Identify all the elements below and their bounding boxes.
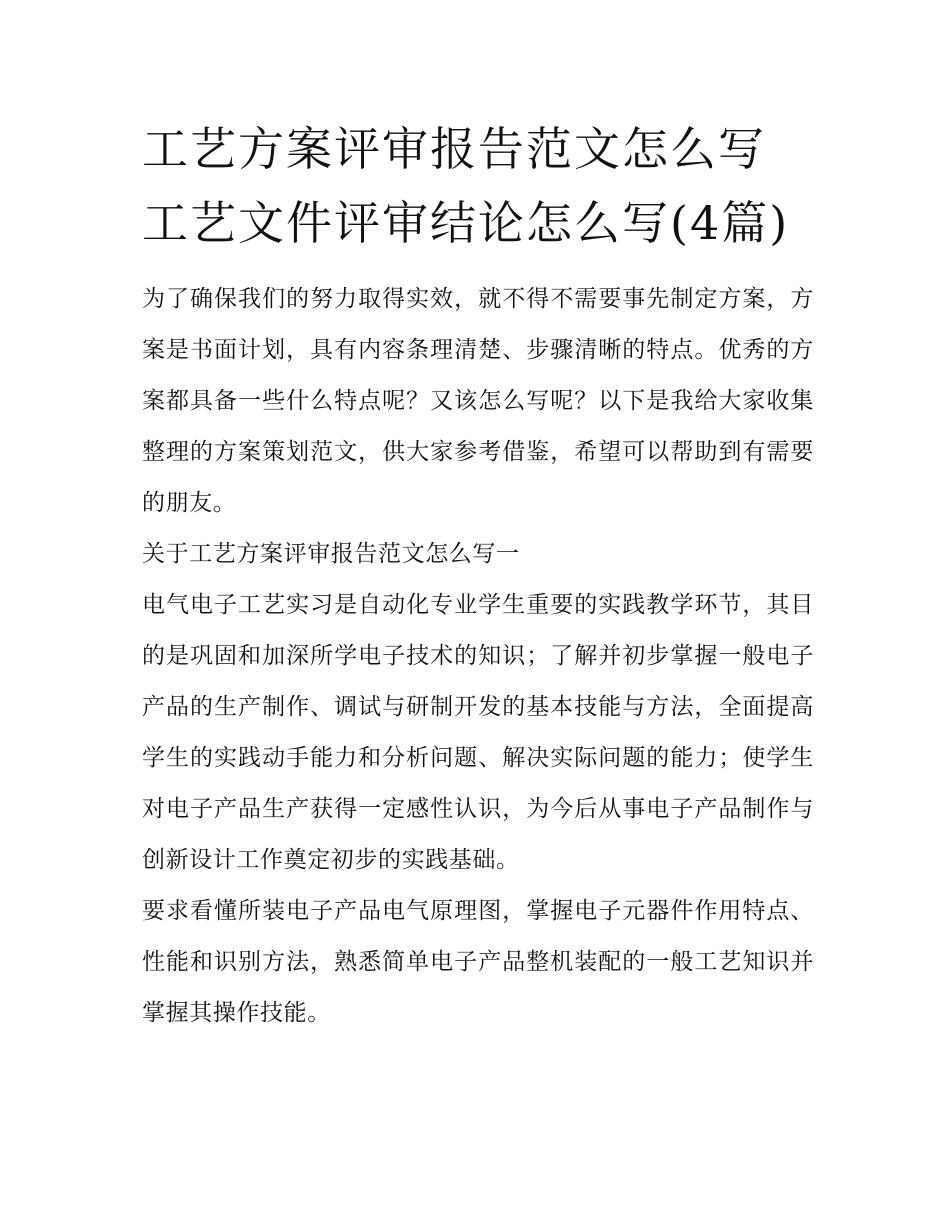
- body-paragraph-2: 要求看懂所装电子产品电气原理图，掌握电子元器件作用特点、性能和识别方法，熟悉简单电子产品整机装配的一般工艺知识并掌握其操作技能。: [142, 898, 814, 1026]
- intro-paragraph: 为了确保我们的努力取得实效，就不得不需要事先制定方案，方案是书面计划，具有内容条理清楚、步骤清晰的特点。优秀的方案都具备一些什么特点呢？又该怎么写呢？以下是我给大家收集整理的方案策划范文，供大家参考借鉴，希望可以帮助到有需要的朋友。: [142, 286, 814, 516]
- body-paragraph-1: 电气电子工艺实习是自动化专业学生重要的实践教学环节，其目的是巩固和加深所学电子技术的知识；了解并初步掌握一般电子产品的生产制作、调试与研制开发的基本技能与方法，全面提高学生的实践动手能力和分析问题、解决实际问题的能力；使学生对电子产品生产获得一定感性认识，为今后从事电子产品制作与创新设计工作奠定初步的实践基础。: [142, 592, 814, 873]
- document-title: 工艺方案评审报告范文怎么写 工艺文件评审结论怎么写(4篇): [142, 122, 790, 250]
- document-page: [142, 112, 814, 1039]
- section-heading: 关于工艺方案评审报告范文怎么写一: [142, 541, 520, 567]
